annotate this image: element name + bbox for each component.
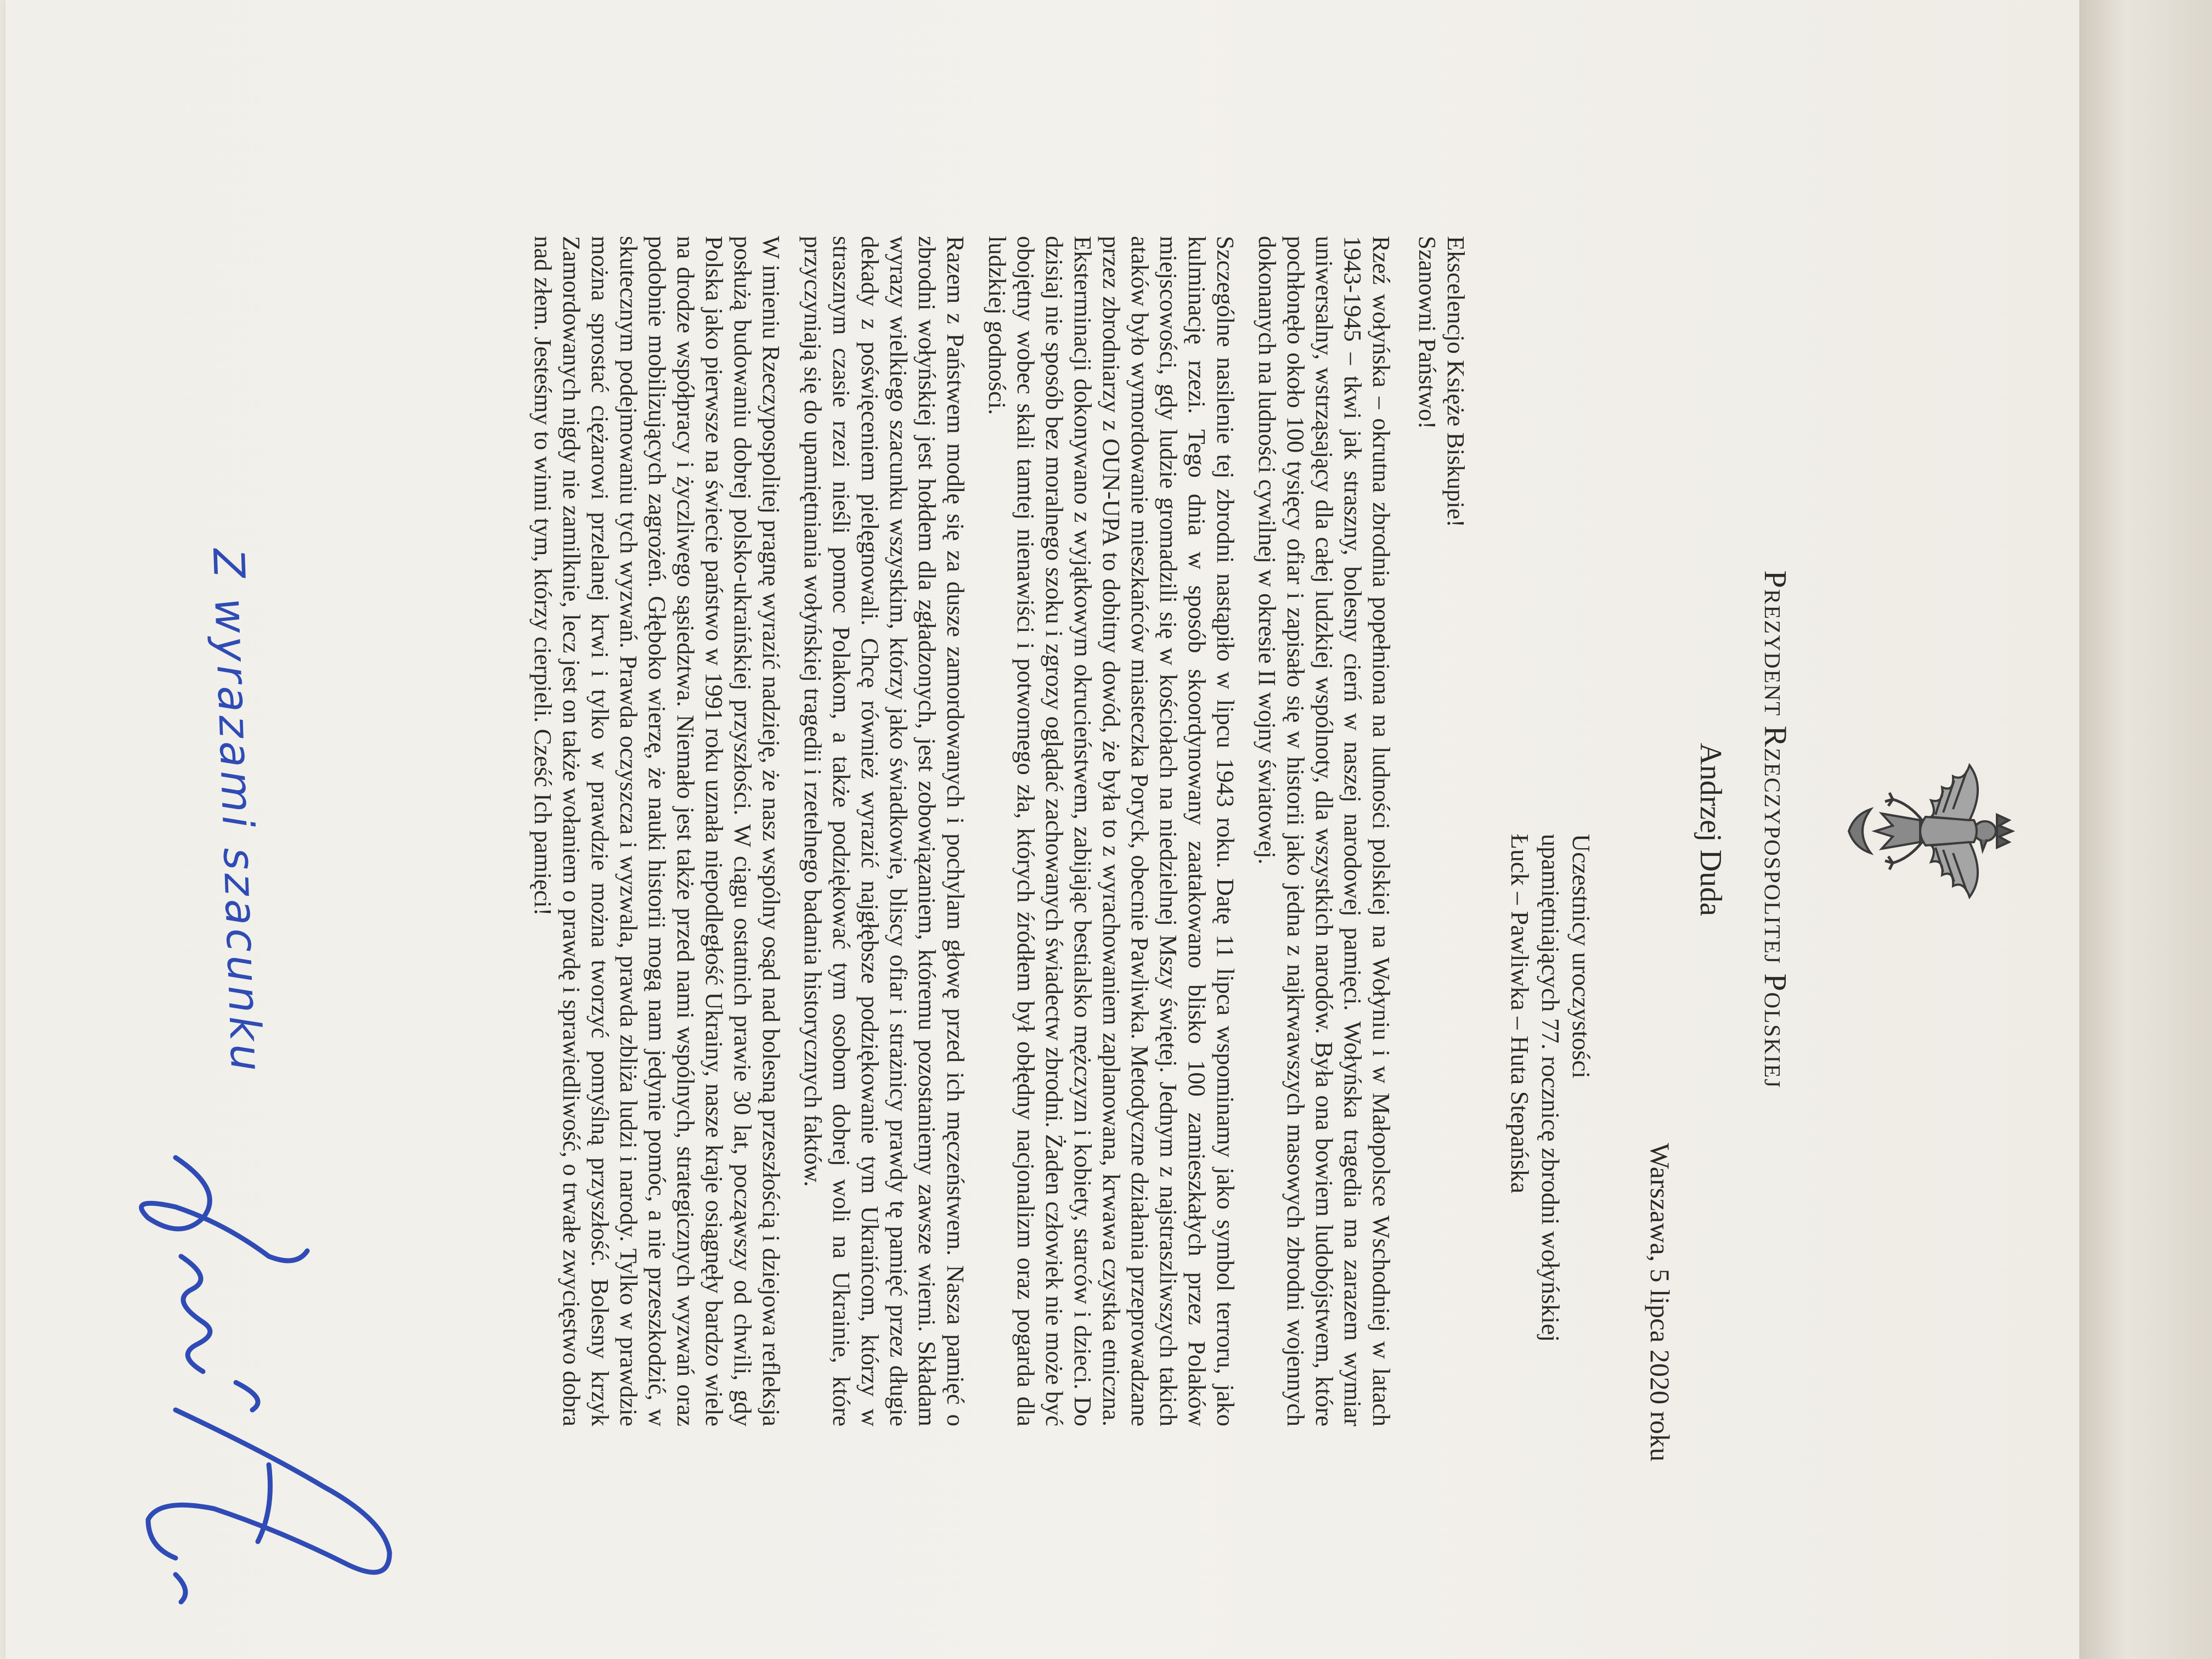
handwritten-note: Z wyrazami szacunku xyxy=(203,548,271,1075)
salutation-line: Ekscelencjo Księże Biskupie! xyxy=(1442,236,1470,528)
recipient-line: upamiętniających 77. rocznicę zbrodni wołyńskiej xyxy=(1537,834,1565,1342)
white-eagle-emblem-icon xyxy=(1832,749,2019,913)
letter-date: Warszawa, 5 lipca 2020 roku xyxy=(1645,1143,1675,1462)
letterhead-title: Prezydent Rzeczypospolitej Polskiej xyxy=(1758,570,1793,1089)
body-paragraph: Rzeź wołyńska – okrutna zbrodnia popełniona na ludności polskiej na Wołyniu i w Małopolsce Wschodniej w latach 1943-1945 – tkwi jak straszny, bolesny cierń w naszej narodowej pamięci. Wołyńska tragedia ma zarazem wymiar uniwersalny, wstrząsający dla całej ludzkiej wspólnoty, dla wszystkich narodów. Była ona bowiem ludobójstwem, które pochłonęło około 100 tysięcy ofiar i zapisało się w historii jako jedna z najkrwawszych masowych zbrodni wojennych dokonanych na ludności cywilnej w okresie II wojny światowej. xyxy=(1254,236,1395,1426)
recipient-line: Uczestnicy uroczystości xyxy=(1567,834,1595,1079)
letter-body xyxy=(516,236,1470,1426)
recipient-block xyxy=(1504,834,1596,1547)
letterhead-author: Andrzej Duda xyxy=(1694,743,1728,916)
handwritten-signature xyxy=(77,1125,433,1618)
body-paragraph: Szczególne nasilenie tej zbrodni nastąpiło w lipcu 1943 roku. Datę 11 lipca wspominamy jako symbol terroru, jako kulminację rzezi. Tego dnia w sposób skoordynowany zaatakowano blisko 100 zamieszkałych przez Polaków miejscowości, gdy ludzie gromadzili się w kościołach na niedzielnej Mszy świętej. Jednym z najstraszliwszych takich ataków było wymordowanie mieszkańców miasteczka Poryck, obecnie Pawliwka. Metodyczne działania przeprowadzane przez zbrodniarzy z OUN-UPA to dobitny dowód, że była to z wyrachowaniem zaplanowana, krwawa czystka etniczna. Eksterminacji dokonywano z wyjątkowym okrucieństwem, zabijając bestialsko mężczyzn i kobiety, starców i dzieci. Do dzisiaj nie sposób bez moralnego szoku i zgrozy oglądać zachowanych świadectw zbrodni. Żaden człowiek nie może być obojętny wobec skali tamtej nienawiści i potwornego zła, których źródłem był obłędny nacjonalizm oraz pogarda dla ludzkiej godności. xyxy=(984,236,1239,1426)
body-paragraph: W imieniu Rzeczypospolitej pragnę wyrazić nadzieję, że nasz wspólny osąd nad bolesną przeszłością i dziejowa refleksja posłużą budowaniu dobrej polsko-ukraińskiej przyszłości. W ciągu ostatnich prawie 30 lat, począwszy od chwili, gdy Polska jako pierwsze na świecie państwo w 1991 roku uznała niepodległość Ukrainy, nasze kraje osiągnęły bardzo wiele na drodze współpracy i życzliwego sąsiedztwa. Niemało jest także przed nami wspólnych, strategicznych wyzwań oraz podobnie mobilizujących zagrożeń. Głęboko wierzę, że nauki historii mogą nam jedynie pomóc, a nie przeszkodzić, w skutecznym podejmowaniu tych wyzwań. Prawda oczyszcza i wyzwala, prawda zbliża ludzi i narody. Tylko w prawdzie można sprostać ciężarowi przelanej krwi i tylko w prawdzie można tworzyć pomyślną przyszłość. Bolesny krzyk Zamordowanych nigdy nie zamilknie, lecz jest on także wołaniem o prawdę i sprawiedliwość, o trwałe zwycięstwo dobra nad złem. Jesteśmy to winni tym, którzy cierpieli. Cześć Ich pamięci! xyxy=(529,236,785,1426)
letter-page xyxy=(5,0,2079,1659)
salutation-line: Szanowni Państwo! xyxy=(1414,236,1441,430)
salutation xyxy=(1413,236,1470,1426)
paper-stack-edge xyxy=(2079,0,2212,1659)
recipient-line: Łuck – Pawliwka – Huta Stepańska xyxy=(1506,834,1534,1194)
body-paragraph: Razem z Państwem modlę się za dusze zamordowanych i pochylam głowę przed ich męczeństwem. Nasza pamięć o zbrodni wołyńskiej jest hołdem dla zgładzonych, jest zobowiązaniem, któremu pozostaniemy zawsze wierni. Składam wyrazy wielkiego szacunku wszystkim, którzy jako świadkowie, bliscy ofiar i strażnicy prawdy tę pamięć przez długie dekady z poświęceniem pielęgnowali. Chcę również wyrazić najgłębsze podziękowanie tym Ukraińcom, którzy w strasznym czasie rzezi nieśli pomoc Polakom, a także podziękować tym osobom dobrej woli na Ukrainie, które przyczyniają się do upamiętniania wołyńskiej tragedii i rzetelnego badania historycznych faktów. xyxy=(799,236,969,1426)
